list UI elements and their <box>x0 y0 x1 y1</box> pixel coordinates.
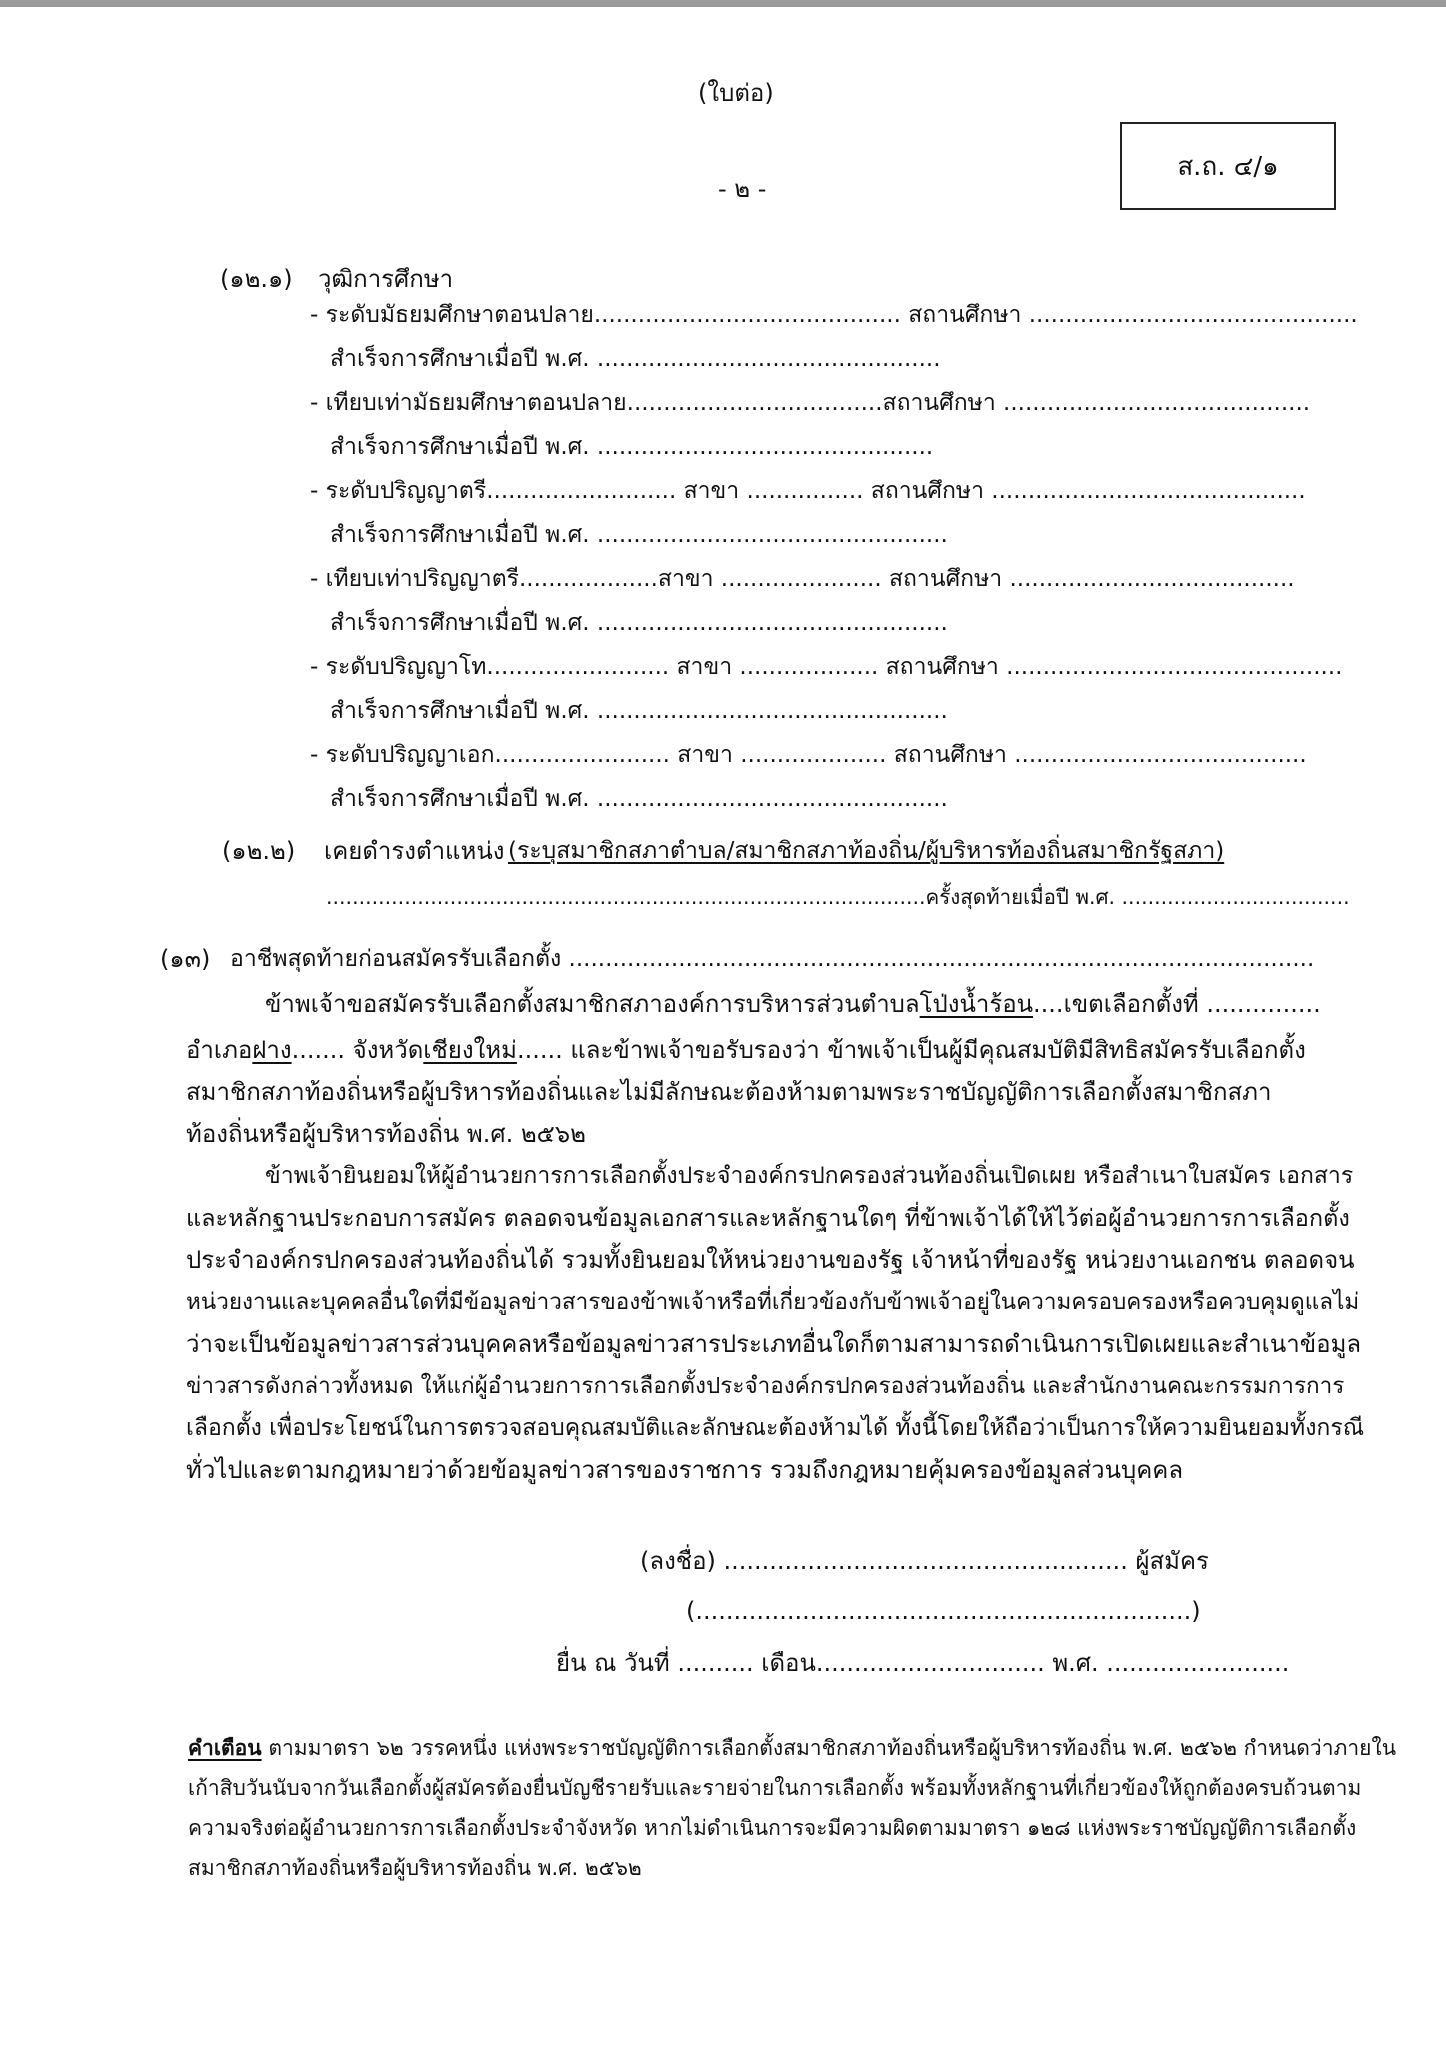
education-number: (๑๒.๑) <box>220 265 293 293</box>
education-heading: วุฒิการศึกษา <box>318 265 454 293</box>
position-hint: (ระบุสมาชิกสภาตำบล/สมาชิกสภาท้องถิ่น/ผู้บริหารท้องถิ่นสมาชิกรัฐสภา) <box>508 838 1225 864</box>
consent-line-4: หน่วยงานและบุคคลอื่นใดที่มีข้อมูลข่าวสารของข้าพเจ้าหรือที่เกี่ยวข้องกับข้าพเจ้าอยู่ในความครอบครองหรือควบคุมดูแลไม่ <box>186 1289 1360 1315</box>
continued-label: (ใบต่อ) <box>698 79 774 107</box>
edu-master-year: สำเร็จการศึกษาเมื่อปี พ.ศ. ................................................ <box>330 698 948 724</box>
province-value: เชียงใหม่ <box>423 1036 517 1064</box>
warning-line-1 <box>188 1728 1397 1768</box>
submission-date: ยื่น ณ วันที่ .......... เดือน.............................. พ.ศ. ........................ <box>556 1649 1290 1677</box>
consent-line-2: และหลักฐานประกอบการสมัคร ตลอดจนข้อมูลเอกสารและหลักฐานใดๆ ที่ข้าพเจ้าได้ให้ไว้ต่อผู้อำนวยการการเลือกตั้ง <box>186 1204 1350 1232</box>
subdistrict-value: โป่งน้ำร้อน <box>919 990 1034 1018</box>
edu-hs-line: - ระดับมัธยมศึกษาตอนปลาย.......................................... สถานศึกษา ............................................. <box>310 302 1358 328</box>
district-label: อำเภอ <box>186 1036 253 1064</box>
consent-line-1: ข้าพเจ้ายินยอมให้ผู้อำนวยการการเลือกตั้งประจำองค์กรปกครองส่วนท้องถิ่นเปิดเผย หรือสำเนาใบสมัคร เอกสาร <box>265 1163 1354 1189</box>
edu-hs-eq-line: - เทียบเท่ามัธยมศึกษาตอนปลาย...................................สถานศึกษา .......................................... <box>310 390 1311 416</box>
district-value: ฝาง <box>252 1036 292 1064</box>
warning-line-4: สมาชิกสภาท้องถิ่นหรือผู้บริหารท้องถิ่น พ.ศ. ๒๕๖๒ <box>188 1856 642 1880</box>
warning-section <box>188 1728 1397 1888</box>
edu-bachelor-line: - ระดับปริญญาตรี.......................... สาขา ................ สถานศึกษา ........................................... <box>310 478 1306 504</box>
consent-line-6: ข่าวสารดังกล่าวทั้งหมด ให้แก่ผู้อำนวยการการเลือกตั้งประจำองค์กรปกครองส่วนท้องถิ่น และสำนักงานคณะกรรมการการ <box>186 1373 1345 1399</box>
certification-text: ...... และข้าพเจ้าขอรับรองว่า ข้าพเจ้าเป็นผู้มีคุณสมบัติมีสิทธิสมัครรับเลือกตั้ง <box>516 1036 1306 1064</box>
warning-line-3: ความจริงต่อผู้อำนวยการการเลือกตั้งประจำจังหวัด หากไม่ดำเนินการจะมีความผิดตามมาตรา ๑๒๘ แห่งพระราชบัญญัติการเลือกตั้ง <box>188 1816 1357 1840</box>
form-code-box <box>1120 122 1336 210</box>
application-line-4: ท้องถิ่นหรือผู้บริหารท้องถิ่น พ.ศ. ๒๕๖๒ <box>186 1120 586 1148</box>
warning-line-2: เก้าสิบวันนับจากวันเลือกตั้งผู้สมัครต้องยื่นบัญชีรายรับและรายจ่ายในการเลือกตั้ง พร้อมทั้งหลักฐานที่เกี่ยวข้องให้ถูกต้องครบถ้วนตาม <box>188 1776 1362 1800</box>
province-label: ....... จังหวัด <box>291 1036 424 1064</box>
application-text: ข้าพเจ้าขอสมัครรับเลือกตั้งสมาชิกสภาองค์การบริหารส่วนตำบล <box>265 990 920 1018</box>
form-code: ส.ถ. ๔/๑ <box>1177 151 1279 182</box>
occupation-number: (๑๓) <box>160 945 211 973</box>
signature-name: (.................................................................) <box>686 1597 1201 1625</box>
edu-bachelor-eq-year: สำเร็จการศึกษาเมื่อปี พ.ศ. ................................................ <box>330 610 948 636</box>
edu-hs-year: สำเร็จการศึกษาเมื่อปี พ.ศ. ............................................... <box>330 346 941 372</box>
consent-line-7: เลือกตั้ง เพื่อประโยชน์ในการตรวจสอบคุณสมบัติและลักษณะต้องห้ามได้ ทั้งนี้โดยให้ถือว่าเป็นการให้ความยินยอมทั้งกรณี <box>186 1415 1365 1441</box>
signature-line: (ลงชื่อ) ..................................................... ผู้สมัคร <box>640 1547 1209 1575</box>
consent-line-5: ว่าจะเป็นข้อมูลข่าวสารส่วนบุคคลหรือข้อมูลข่าวสารประเภทอื่นใดก็ตามสามารถดำเนินการเปิดเผยและสำเนาข้อมูล <box>186 1330 1362 1358</box>
position-label: เคยดำรงตำแหน่ง <box>324 837 505 865</box>
edu-bachelor-year: สำเร็จการศึกษาเมื่อปี พ.ศ. ................................................ <box>330 522 948 548</box>
application-line-3: สมาชิกสภาท้องถิ่นหรือผู้บริหารท้องถิ่นและไม่มีลักษณะต้องห้ามตามพระราชบัญญัติการเลือกตั้งสมาชิกสภา <box>186 1078 1272 1106</box>
position-number: (๑๒.๒) <box>222 837 296 865</box>
edu-bachelor-eq-line: - เทียบเท่าปริญญาตรี...................สาขา ...................... สถานศึกษา ....................................... <box>310 566 1295 592</box>
constituency-field: ....เขตเลือกตั้งที่ ............... <box>1033 990 1321 1018</box>
position-last-year: ............................................................................................ครั้งสุดท้ายเมื่อปี พ.ศ. ................................... <box>326 885 1350 909</box>
warning-text: ตามมาตรา ๖๒ วรรคหนึ่ง แห่งพระราชบัญญัติการเลือกตั้งสมาชิกสภาท้องถิ่นหรือผู้บริหารท้องถิ่น พ.ศ. ๒๕๖๒ กำหนดว่าภายใน <box>268 1736 1397 1760</box>
page-number: - ๒ - <box>718 175 767 203</box>
edu-doctor-line: - ระดับปริญญาเอก........................ สาขา .................... สถานศึกษา ........................................ <box>310 742 1307 768</box>
consent-line-8: ทั่วไปและตามกฎหมายว่าด้วยข้อมูลข่าวสารของราชการ รวมถึงกฎหมายคุ้มครองข้อมูลส่วนบุคคล <box>186 1456 1184 1484</box>
edu-master-line: - ระดับปริญญาโท......................... สาขา ................... สถานศึกษา .............................................. <box>310 654 1343 680</box>
warning-title: คำเตือน <box>188 1736 262 1760</box>
consent-line-3: ประจำองค์กรปกครองส่วนท้องถิ่นได้ รวมทั้งยินยอมให้หน่วยงานของรัฐ เจ้าหน้าที่ของรัฐ หน่วยงานเอกชน ตลอดจน <box>186 1246 1355 1274</box>
occupation-line: อาชีพสุดท้ายก่อนสมัครรับเลือกตั้ง ...................................................................................................... <box>230 946 1315 972</box>
application-line-2 <box>186 1030 1306 1071</box>
edu-hs-eq-year: สำเร็จการศึกษาเมื่อปี พ.ศ. .............................................. <box>330 434 934 460</box>
scan-top-edge <box>0 0 1446 7</box>
application-line-1 <box>265 984 1321 1025</box>
edu-doctor-year: สำเร็จการศึกษาเมื่อปี พ.ศ. ................................................ <box>330 786 948 812</box>
